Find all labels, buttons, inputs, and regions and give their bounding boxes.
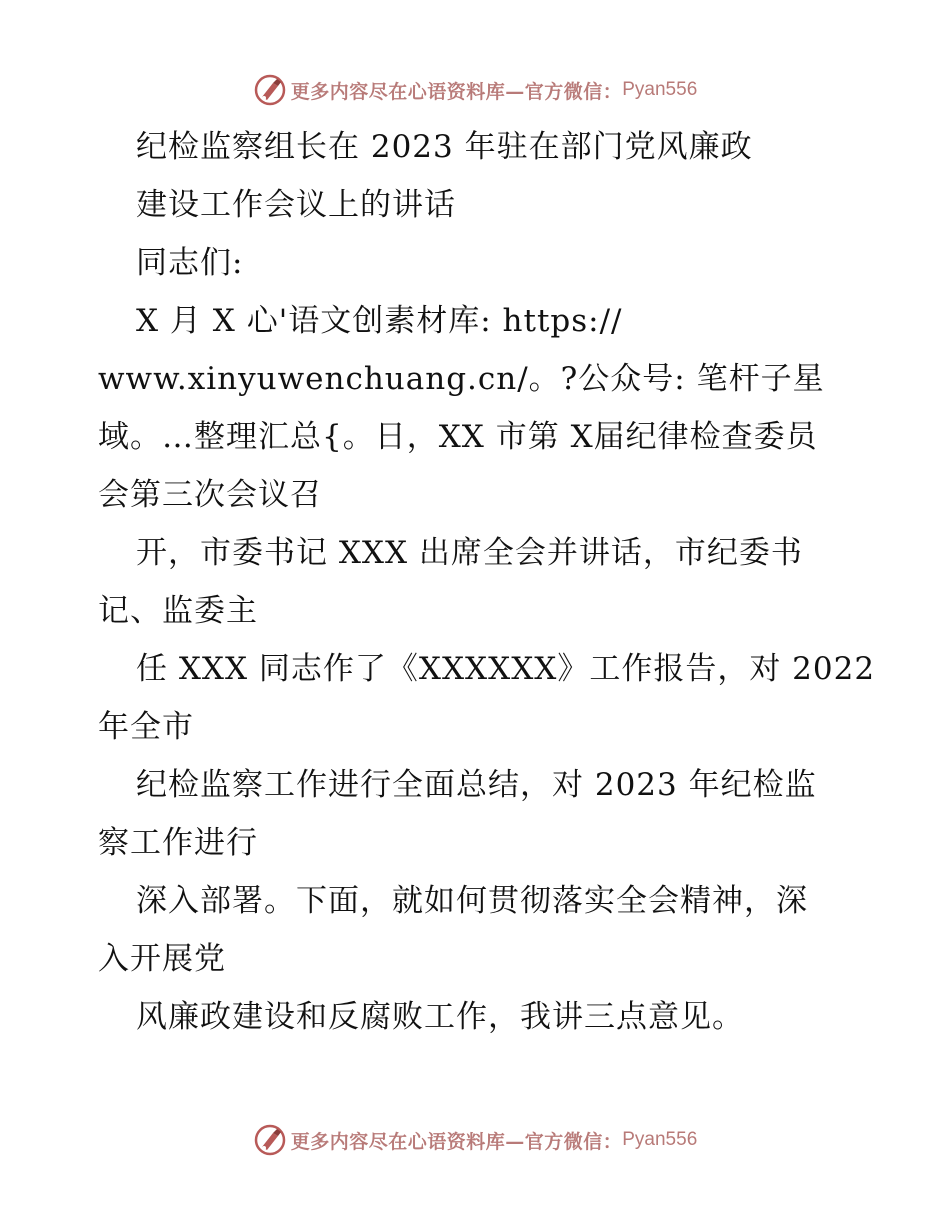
banner-text: 更多内容尽在心语资料库—官方微信： (290, 80, 623, 103)
document-body (98, 118, 876, 1046)
paragraph-line: 域。…整理汇总{。日，XX 市第 X届纪律检查委员 (98, 419, 818, 455)
title-line-2: 建设工作会议上的讲话 (136, 187, 456, 223)
paragraph-line: 风廉政建设和反腐败工作，我讲三点意见。 (136, 999, 744, 1035)
paragraph-line: 深入部署。下面，就如何贯彻落实全会精神，深 (136, 883, 808, 919)
paragraph-line: 入开展党 (98, 941, 226, 977)
paragraph-line: 记、监委主 (98, 593, 258, 629)
brand-logo-icon (253, 73, 287, 107)
paragraph-line: 任 XXX 同志作了《XXXXXX》工作报告，对 2022 (136, 651, 876, 687)
salutation: 同志们: (136, 245, 244, 281)
paragraph-line: 察工作进行 (98, 825, 258, 861)
banner-wechat-id: Pyan556 (622, 1129, 698, 1150)
paragraph-line: 开，市委书记 XXX 出席全会并讲话，市纪委书 (136, 535, 803, 571)
footer-watermark-banner (0, 1120, 950, 1160)
header-watermark-banner (0, 70, 950, 110)
paragraph-line: 会第三次会议召 (98, 477, 322, 513)
banner-wechat-id: Pyan556 (622, 79, 698, 100)
paragraph-line: 年全市 (98, 709, 194, 745)
paragraph-line: www.xinyuwenchuang.cn/。?公众号: 笔杆子星 (98, 361, 825, 397)
title-line-1: 纪检监察组长在 2023 年驻在部门党风廉政 (136, 129, 753, 165)
brand-logo-icon (253, 1123, 287, 1157)
banner-text: 更多内容尽在心语资料库—官方微信： (290, 1130, 623, 1153)
paragraph-line: X 月 X 心'语文创素材库: https:// (136, 303, 623, 339)
paragraph-line: 纪检监察工作进行全面总结，对 2023 年纪检监 (136, 767, 817, 803)
